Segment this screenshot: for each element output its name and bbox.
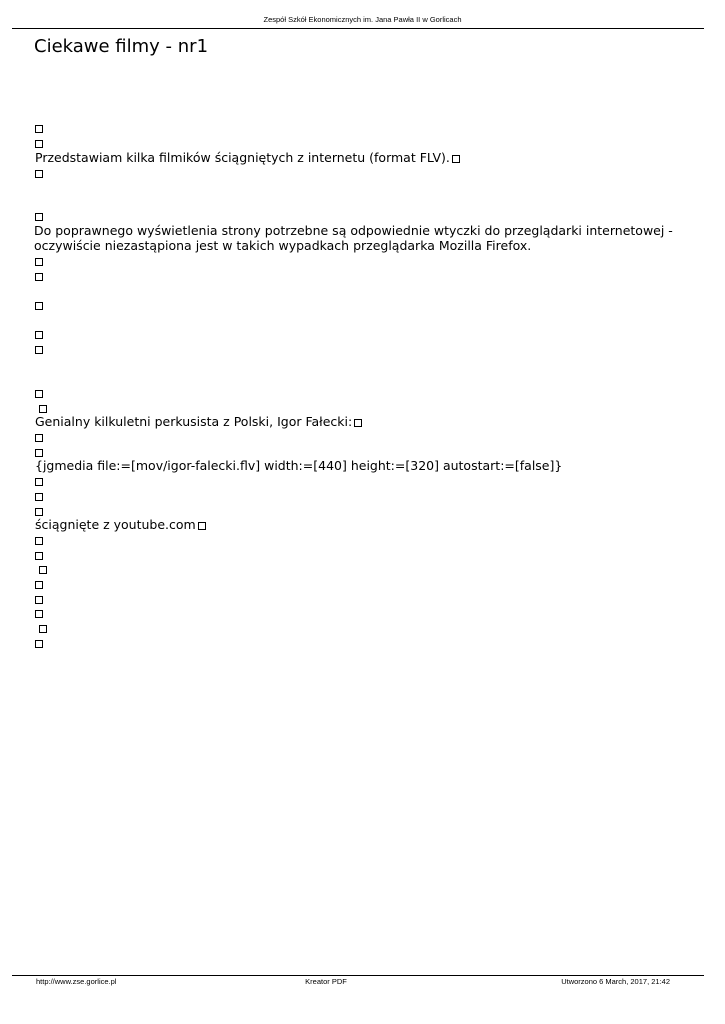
missing-glyph-box	[198, 522, 206, 530]
missing-glyph-box	[35, 385, 43, 400]
missing-glyph-box	[35, 253, 43, 268]
missing-glyph-box	[39, 400, 47, 415]
missing-glyph-box	[35, 341, 43, 356]
missing-glyph-box	[35, 605, 43, 620]
footer-generator: Kreator PDF	[305, 977, 347, 986]
missing-glyph-box	[35, 135, 43, 150]
missing-glyph-box	[35, 591, 43, 606]
missing-glyph-box	[35, 635, 43, 650]
source-text: ściągnięte z youtube.com	[35, 517, 196, 532]
jgmedia-line	[35, 458, 562, 473]
missing-glyph-box	[35, 488, 43, 503]
header-divider	[12, 28, 704, 29]
missing-glyph-box	[452, 155, 460, 163]
source-line	[35, 517, 206, 532]
page-header: Zespół Szkół Ekonomicznych im. Jana Pawła II w Gorlicach	[263, 15, 462, 24]
footer-created-date: Utworzono 6 March, 2017, 21:42	[561, 977, 670, 986]
missing-glyph-box	[35, 444, 43, 459]
missing-glyph-box	[35, 429, 43, 444]
missing-glyph-box	[35, 547, 43, 562]
missing-glyph-box	[35, 473, 43, 488]
missing-glyph-box	[35, 326, 43, 341]
plugins-note: Do poprawnego wyświetlenia strony potrzebne są odpowiednie wtyczki do przeglądarki internetowej - oczywiście niezastąpiona jest w takich wypadkach przeglądarka Mozilla Firefox.	[34, 223, 673, 253]
missing-glyph-box	[35, 208, 43, 223]
intro-line	[35, 150, 460, 165]
footer-url: http://www.zse.gorlice.pl	[36, 977, 117, 986]
footer-divider	[12, 975, 704, 976]
missing-glyph-box	[35, 532, 43, 547]
missing-glyph-box	[354, 419, 362, 427]
page-title: Ciekawe filmy - nr1	[34, 36, 209, 57]
missing-glyph-box	[35, 297, 43, 312]
missing-glyph-box	[35, 165, 43, 180]
missing-glyph-box	[35, 120, 43, 135]
missing-glyph-box	[35, 503, 43, 518]
drummer-line	[35, 414, 362, 429]
missing-glyph-box	[35, 576, 43, 591]
missing-glyph-box	[35, 268, 43, 283]
missing-glyph-box	[39, 620, 47, 635]
missing-glyph-box	[39, 561, 47, 576]
drummer-text: Genialny kilkuletni perkusista z Polski, Igor Fałecki:	[35, 414, 353, 429]
jgmedia-embed-code: {jgmedia file:=[mov/igor-falecki.flv] width:=[440] height:=[320] autostart:=[false]}	[35, 458, 563, 473]
intro-text: Przedstawiam kilka filmików ściągniętych z internetu (format FLV).	[35, 150, 450, 165]
